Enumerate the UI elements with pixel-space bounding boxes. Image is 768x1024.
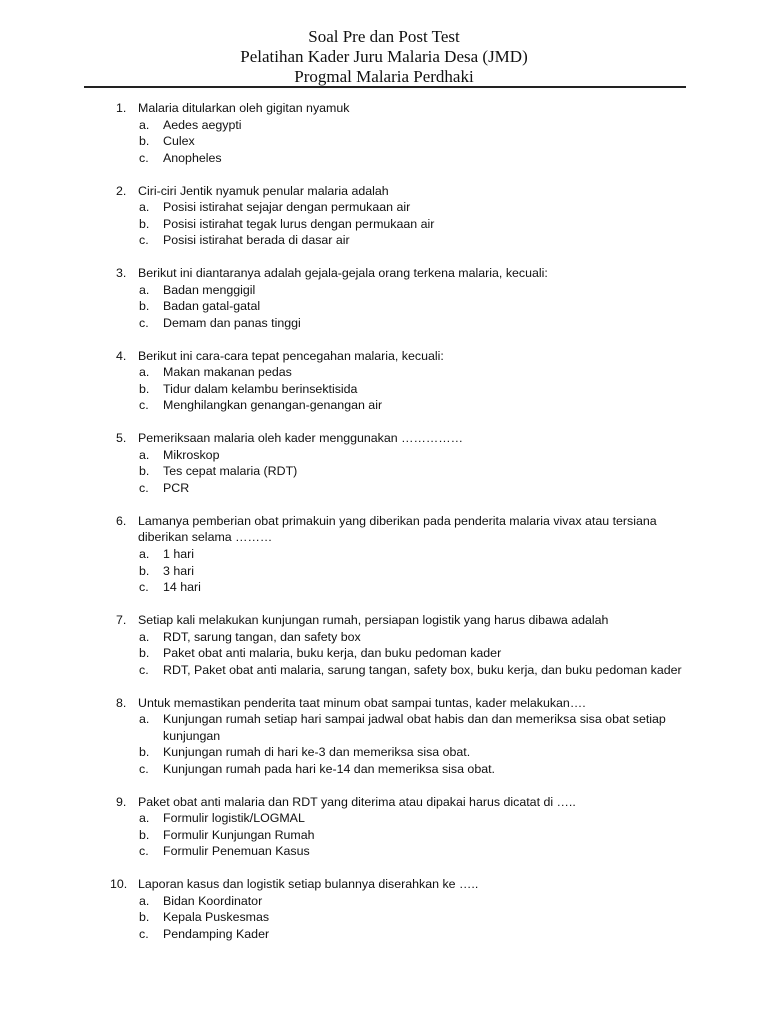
option-letter: b. <box>139 216 150 231</box>
question-number: 3. <box>116 266 127 281</box>
question-text: Untuk memastikan penderita taat minum obat sampai tuntas, kader melakukan…. <box>138 695 586 710</box>
option-text: Kunjungan rumah setiap hari sampai jadwal obat habis dan dan memeriksa sisa obat setiap kunjungan <box>163 712 666 743</box>
question-stem <box>0 695 678 712</box>
option-letter: b. <box>139 827 150 842</box>
question-item <box>0 348 768 414</box>
option-letter: a. <box>139 712 150 727</box>
question-text: Berikut ini diantaranya adalah gejala-gejala orang terkena malaria, kecuali: <box>138 266 548 281</box>
option-letter: b. <box>139 134 150 149</box>
answer-option <box>0 463 703 480</box>
question-number: 8. <box>116 695 127 710</box>
answer-option <box>0 480 703 497</box>
option-text: 1 hari <box>163 547 194 561</box>
option-letter: c. <box>139 844 149 859</box>
option-letter: a. <box>139 117 150 132</box>
header-program: Progmal Malaria Perdhaki <box>294 67 474 86</box>
option-text: Bidan Koordinator <box>163 893 263 908</box>
option-letter: a. <box>139 811 150 826</box>
question-item <box>0 876 768 942</box>
option-text: PCR <box>163 481 190 496</box>
answer-option <box>0 827 703 844</box>
option-letter: b. <box>139 563 150 578</box>
question-stem <box>0 430 678 447</box>
question-stem <box>0 612 678 629</box>
question-item <box>0 612 768 678</box>
option-letter: b. <box>139 464 150 479</box>
question-item <box>0 430 768 496</box>
option-text: Badan gatal-gatal <box>163 299 261 314</box>
question-item <box>0 183 768 249</box>
option-letter: c. <box>139 662 149 677</box>
option-letter: c. <box>139 580 149 595</box>
option-letter: b. <box>139 910 150 925</box>
answer-option <box>0 579 703 596</box>
question-item <box>0 513 768 596</box>
answer-option <box>0 546 703 563</box>
question-item <box>0 100 768 166</box>
option-letter: b. <box>139 646 150 661</box>
option-letter: c. <box>139 761 149 776</box>
option-text: 3 hari <box>163 563 194 578</box>
option-letter: c. <box>139 315 149 330</box>
question-number: 4. <box>116 348 127 363</box>
question-stem <box>0 876 678 893</box>
option-text: Kepala Puskesmas <box>163 910 270 925</box>
option-letter: c. <box>139 150 149 165</box>
option-letter: c. <box>139 398 149 413</box>
question-text: Malaria ditularkan oleh gigitan nyamuk <box>138 101 350 115</box>
option-text: Anopheles <box>163 150 222 165</box>
question-number: 9. <box>116 794 127 809</box>
option-text: Formulir Penemuan Kasus <box>163 844 310 859</box>
question-item <box>0 265 768 331</box>
option-text: Formulir Kunjungan Rumah <box>163 827 315 842</box>
question-text: Pemeriksaan malaria oleh kader menggunakan …………… <box>138 431 464 446</box>
answer-option <box>0 150 703 167</box>
option-letter: a. <box>139 365 150 380</box>
header-divider <box>84 86 686 88</box>
question-text: Paket obat anti malaria dan RDT yang diterima atau dipakai harus dicatat di ….. <box>138 794 576 809</box>
header-subtitle: Pelatihan Kader Juru Malaria Desa (JMD) <box>240 47 528 66</box>
question-number: 7. <box>116 612 127 627</box>
option-letter: c. <box>139 481 149 496</box>
question-text: Lamanya pemberian obat primakuin yang diberikan pada penderita malaria vivax atau tersiana diberikan selama ……… <box>138 513 657 545</box>
option-letter: a. <box>139 447 150 462</box>
option-text: Kunjungan rumah pada hari ke-14 dan memeriksa sisa obat. <box>163 761 495 776</box>
document-header <box>0 27 768 87</box>
answer-option <box>0 711 703 744</box>
question-stem <box>0 183 678 200</box>
question-stem <box>0 348 678 365</box>
answer-option <box>0 216 703 233</box>
option-text: Tes cepat malaria (RDT) <box>163 464 298 479</box>
question-text: Berikut ini cara-cara tepat pencegahan malaria, kecuali: <box>138 348 444 363</box>
option-text: Menghilangkan genangan-genangan air <box>163 398 383 413</box>
answer-option <box>0 199 703 216</box>
option-text: Aedes aegypti <box>163 117 242 132</box>
answer-option <box>0 298 703 315</box>
option-text: Posisi istirahat tegak lurus dengan permukaan air <box>163 216 435 231</box>
option-text: Mikroskop <box>163 447 220 462</box>
option-letter: a. <box>139 547 150 561</box>
answer-option <box>0 843 703 860</box>
question-number: 10. <box>110 877 128 892</box>
option-letter: a. <box>139 200 150 215</box>
question-text: Setiap kali melakukan kunjungan rumah, persiapan logistik yang harus dibawa adalah <box>138 612 609 627</box>
option-text: RDT, Paket obat anti malaria, sarung tangan, safety box, buku kerja, dan buku pedoman kader <box>163 662 682 677</box>
answer-option <box>0 315 703 332</box>
answer-option <box>0 629 703 646</box>
question-text: Laporan kasus dan logistik setiap bulannya diserahkan ke ….. <box>138 877 479 892</box>
answer-option <box>0 117 703 134</box>
answer-option <box>0 662 703 679</box>
option-text: 14 hari <box>163 580 201 595</box>
question-stem <box>0 265 678 282</box>
question-number: 6. <box>116 513 127 528</box>
option-text: Posisi istirahat sejajar dengan permukaan air <box>163 200 411 215</box>
question-number: 2. <box>116 183 127 198</box>
answer-option <box>0 563 703 580</box>
option-letter: c. <box>139 927 149 942</box>
answer-option <box>0 810 703 827</box>
answer-option <box>0 364 703 381</box>
option-letter: a. <box>139 282 150 297</box>
option-text: RDT, sarung tangan, dan safety box <box>163 629 361 644</box>
answer-option <box>0 447 703 464</box>
question-text: Ciri-ciri Jentik nyamuk penular malaria adalah <box>138 183 389 198</box>
question-stem <box>0 794 678 811</box>
question-stem <box>0 100 678 117</box>
answer-option <box>0 232 703 249</box>
option-letter: a. <box>139 893 150 908</box>
answer-option <box>0 397 703 414</box>
header-title: Soal Pre dan Post Test <box>308 27 460 46</box>
option-text: Paket obat anti malaria, buku kerja, dan buku pedoman kader <box>163 646 502 661</box>
option-text: Formulir logistik/LOGMAL <box>163 811 305 826</box>
option-letter: b. <box>139 381 150 396</box>
answer-option <box>0 381 703 398</box>
option-letter: a. <box>139 629 150 644</box>
answer-option <box>0 893 703 910</box>
option-text: Tidur dalam kelambu berinsektisida <box>163 381 358 396</box>
question-list <box>0 100 768 959</box>
option-text: Makan makanan pedas <box>163 365 292 380</box>
option-text: Kunjungan rumah di hari ke-3 dan memeriksa sisa obat. <box>163 745 471 760</box>
option-letter: c. <box>139 233 149 248</box>
answer-option <box>0 744 703 761</box>
option-text: Posisi istirahat berada di dasar air <box>163 233 350 248</box>
option-letter: b. <box>139 745 150 760</box>
question-stem <box>0 513 678 546</box>
question-number: 5. <box>116 431 127 446</box>
question-item <box>0 794 768 860</box>
question-number: 1. <box>116 101 127 115</box>
question-item <box>0 695 768 778</box>
option-text: Demam dan panas tinggi <box>163 315 301 330</box>
option-text: Badan menggigil <box>163 282 256 297</box>
answer-option <box>0 909 703 926</box>
answer-option <box>0 645 703 662</box>
option-text: Culex <box>163 134 195 149</box>
answer-option <box>0 282 703 299</box>
option-letter: b. <box>139 299 150 314</box>
option-text: Pendamping Kader <box>163 927 270 942</box>
answer-option <box>0 133 703 150</box>
answer-option <box>0 926 703 943</box>
answer-option <box>0 761 703 778</box>
